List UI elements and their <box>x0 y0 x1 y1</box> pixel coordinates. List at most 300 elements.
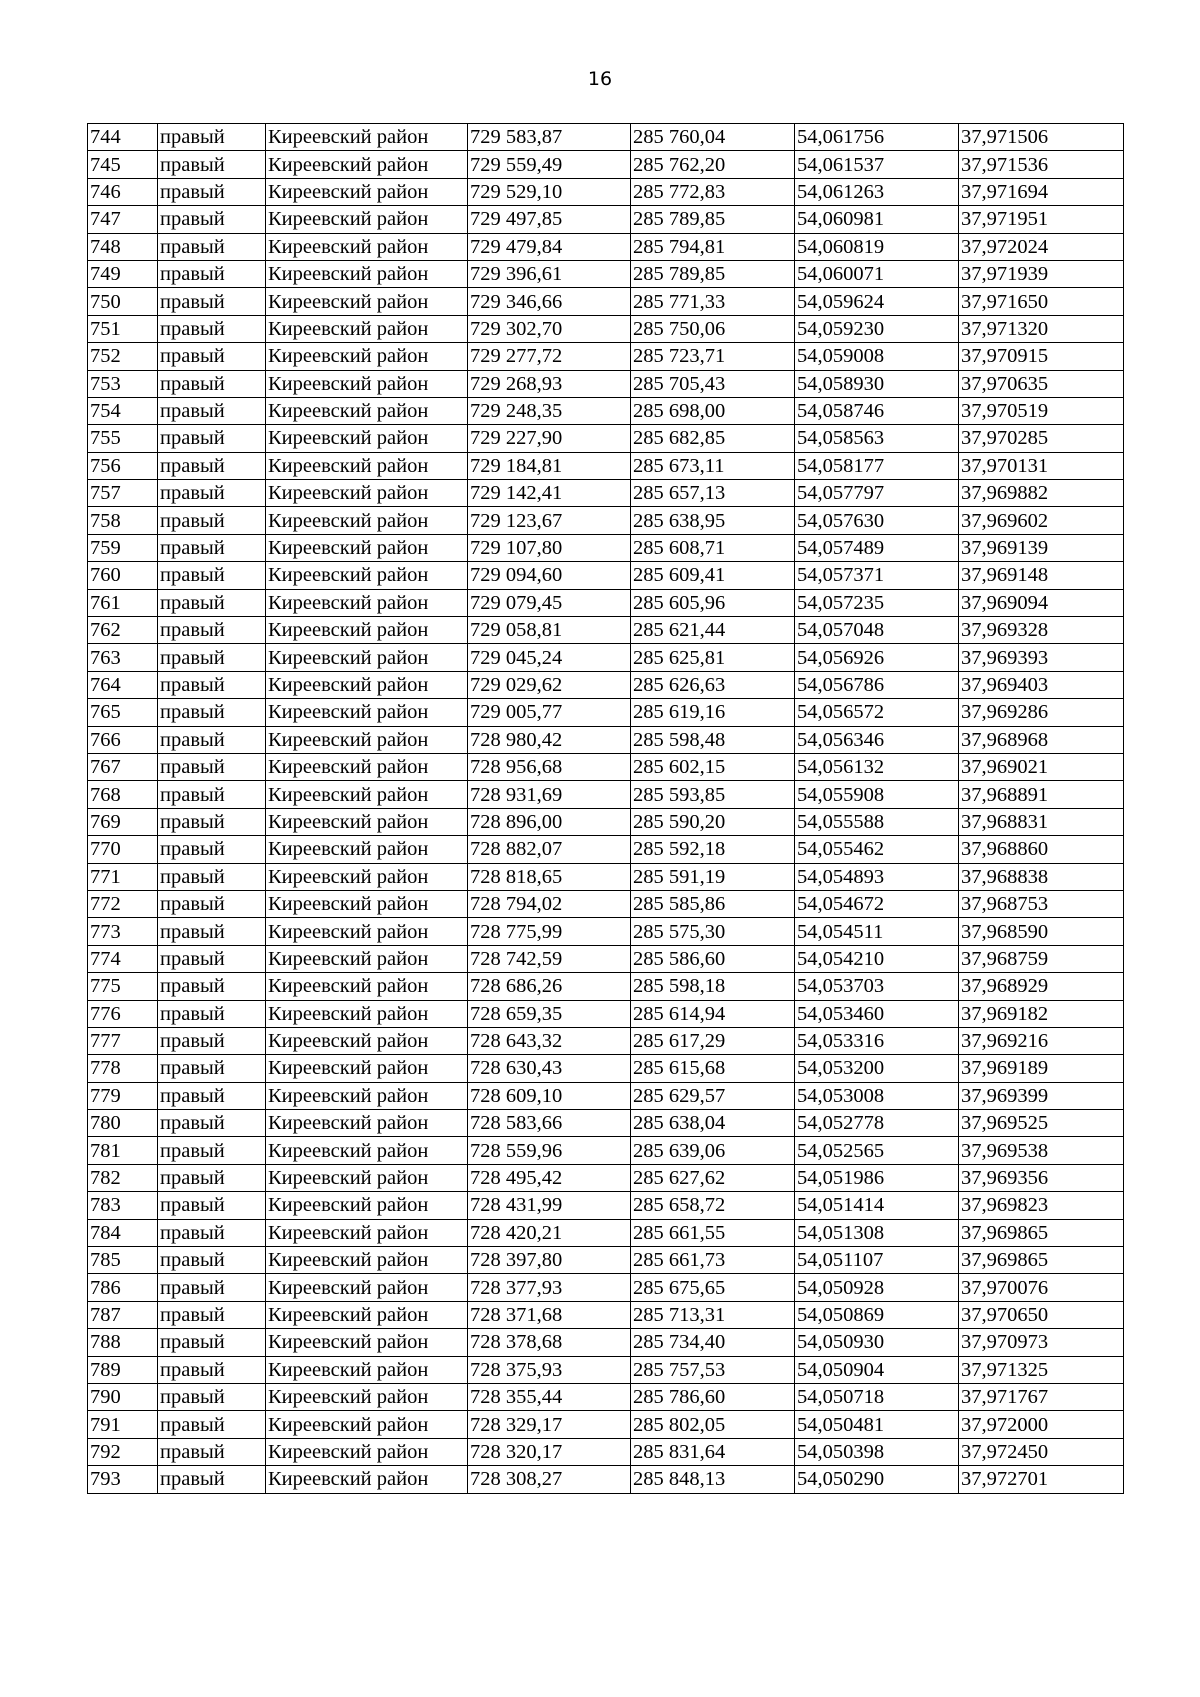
coord-x-cell: 728 686,26 <box>468 973 631 1000</box>
coord-y-cell: 285 661,73 <box>631 1247 795 1274</box>
coord-x-cell: 728 378,68 <box>468 1329 631 1356</box>
district-cell: Киреевский район <box>266 836 468 863</box>
longitude-cell: 37,970650 <box>959 1301 1124 1328</box>
district-cell: Киреевский район <box>266 507 468 534</box>
coord-y-cell: 285 605,96 <box>631 589 795 616</box>
coord-x-cell: 728 583,66 <box>468 1110 631 1137</box>
table-row <box>88 1247 1124 1274</box>
district-cell: Киреевский район <box>266 753 468 780</box>
table-row <box>88 315 1124 342</box>
table-row <box>88 1383 1124 1410</box>
district-cell: Киреевский район <box>266 1192 468 1219</box>
coord-y-cell: 285 831,64 <box>631 1438 795 1465</box>
table-row <box>88 1082 1124 1109</box>
longitude-cell: 37,969602 <box>959 507 1124 534</box>
longitude-cell: 37,969393 <box>959 644 1124 671</box>
point-number-cell: 777 <box>88 1027 158 1054</box>
bank-side-cell: правый <box>158 480 266 507</box>
district-cell: Киреевский район <box>266 918 468 945</box>
coord-y-cell: 285 619,16 <box>631 699 795 726</box>
point-number-cell: 780 <box>88 1110 158 1137</box>
bank-side-cell: правый <box>158 1383 266 1410</box>
district-cell: Киреевский район <box>266 1219 468 1246</box>
district-cell: Киреевский район <box>266 315 468 342</box>
coord-x-cell: 729 029,62 <box>468 671 631 698</box>
bank-side-cell: правый <box>158 206 266 233</box>
point-number-cell: 771 <box>88 863 158 890</box>
bank-side-cell: правый <box>158 699 266 726</box>
point-number-cell: 769 <box>88 808 158 835</box>
latitude-cell: 54,051414 <box>795 1192 959 1219</box>
district-cell: Киреевский район <box>266 1383 468 1410</box>
longitude-cell: 37,971536 <box>959 151 1124 178</box>
longitude-cell: 37,969182 <box>959 1000 1124 1027</box>
coord-x-cell: 729 005,77 <box>468 699 631 726</box>
table-row <box>88 507 1124 534</box>
coord-x-cell: 728 495,42 <box>468 1164 631 1191</box>
coord-x-cell: 728 794,02 <box>468 890 631 917</box>
latitude-cell: 54,060071 <box>795 260 959 287</box>
bank-side-cell: правый <box>158 863 266 890</box>
table-row <box>88 1301 1124 1328</box>
coord-x-cell: 728 320,17 <box>468 1438 631 1465</box>
bank-side-cell: правый <box>158 1438 266 1465</box>
table-row <box>88 1274 1124 1301</box>
district-cell: Киреевский район <box>266 644 468 671</box>
district-cell: Киреевский район <box>266 1411 468 1438</box>
district-cell: Киреевский район <box>266 233 468 260</box>
bank-side-cell: правый <box>158 1027 266 1054</box>
table-row <box>88 808 1124 835</box>
coord-x-cell: 729 479,84 <box>468 233 631 260</box>
district-cell: Киреевский район <box>266 1247 468 1274</box>
coord-y-cell: 285 802,05 <box>631 1411 795 1438</box>
point-number-cell: 787 <box>88 1301 158 1328</box>
coord-y-cell: 285 734,40 <box>631 1329 795 1356</box>
longitude-cell: 37,971320 <box>959 315 1124 342</box>
longitude-cell: 37,972000 <box>959 1411 1124 1438</box>
longitude-cell: 37,968838 <box>959 863 1124 890</box>
bank-side-cell: правый <box>158 1110 266 1137</box>
table-row <box>88 370 1124 397</box>
coord-x-cell: 728 329,17 <box>468 1411 631 1438</box>
district-cell: Киреевский район <box>266 973 468 1000</box>
point-number-cell: 772 <box>88 890 158 917</box>
table-row <box>88 480 1124 507</box>
point-number-cell: 773 <box>88 918 158 945</box>
district-cell: Киреевский район <box>266 260 468 287</box>
latitude-cell: 54,050718 <box>795 1383 959 1410</box>
longitude-cell: 37,968891 <box>959 781 1124 808</box>
latitude-cell: 54,060819 <box>795 233 959 260</box>
latitude-cell: 54,056926 <box>795 644 959 671</box>
point-number-cell: 792 <box>88 1438 158 1465</box>
coord-x-cell: 728 818,65 <box>468 863 631 890</box>
bank-side-cell: правый <box>158 890 266 917</box>
coord-x-cell: 729 058,81 <box>468 617 631 644</box>
table-row <box>88 973 1124 1000</box>
coord-x-cell: 728 377,93 <box>468 1274 631 1301</box>
district-cell: Киреевский район <box>266 343 468 370</box>
point-number-cell: 749 <box>88 260 158 287</box>
bank-side-cell: правый <box>158 973 266 1000</box>
latitude-cell: 54,053200 <box>795 1055 959 1082</box>
district-cell: Киреевский район <box>266 808 468 835</box>
bank-side-cell: правый <box>158 589 266 616</box>
latitude-cell: 54,051986 <box>795 1164 959 1191</box>
district-cell: Киреевский район <box>266 425 468 452</box>
coord-x-cell: 729 184,81 <box>468 452 631 479</box>
coord-x-cell: 729 268,93 <box>468 370 631 397</box>
point-number-cell: 785 <box>88 1247 158 1274</box>
coord-y-cell: 285 625,81 <box>631 644 795 671</box>
coord-x-cell: 729 559,49 <box>468 151 631 178</box>
table-row <box>88 1438 1124 1465</box>
coord-y-cell: 285 673,11 <box>631 452 795 479</box>
bank-side-cell: правый <box>158 1329 266 1356</box>
point-number-cell: 786 <box>88 1274 158 1301</box>
coord-y-cell: 285 757,53 <box>631 1356 795 1383</box>
longitude-cell: 37,969882 <box>959 480 1124 507</box>
coord-x-cell: 729 396,61 <box>468 260 631 287</box>
latitude-cell: 54,058930 <box>795 370 959 397</box>
coord-y-cell: 285 772,83 <box>631 178 795 205</box>
bank-side-cell: правый <box>158 343 266 370</box>
district-cell: Киреевский район <box>266 1301 468 1328</box>
longitude-cell: 37,970076 <box>959 1274 1124 1301</box>
coord-x-cell: 729 107,80 <box>468 534 631 561</box>
bank-side-cell: правый <box>158 836 266 863</box>
longitude-cell: 37,972024 <box>959 233 1124 260</box>
coord-y-cell: 285 638,04 <box>631 1110 795 1137</box>
bank-side-cell: правый <box>158 1219 266 1246</box>
coord-y-cell: 285 598,18 <box>631 973 795 1000</box>
bank-side-cell: правый <box>158 1301 266 1328</box>
latitude-cell: 54,061263 <box>795 178 959 205</box>
point-number-cell: 761 <box>88 589 158 616</box>
longitude-cell: 37,969286 <box>959 699 1124 726</box>
point-number-cell: 770 <box>88 836 158 863</box>
table-row <box>88 1466 1124 1493</box>
table-row <box>88 1219 1124 1246</box>
coord-x-cell: 728 882,07 <box>468 836 631 863</box>
table-row <box>88 617 1124 644</box>
longitude-cell: 37,970635 <box>959 370 1124 397</box>
point-number-cell: 765 <box>88 699 158 726</box>
table-row <box>88 836 1124 863</box>
latitude-cell: 54,056346 <box>795 726 959 753</box>
table-row <box>88 178 1124 205</box>
longitude-cell: 37,971325 <box>959 1356 1124 1383</box>
bank-side-cell: правый <box>158 151 266 178</box>
district-cell: Киреевский район <box>266 1082 468 1109</box>
bank-side-cell: правый <box>158 288 266 315</box>
longitude-cell: 37,969189 <box>959 1055 1124 1082</box>
longitude-cell: 37,969525 <box>959 1110 1124 1137</box>
district-cell: Киреевский район <box>266 480 468 507</box>
coord-x-cell: 729 277,72 <box>468 343 631 370</box>
coord-y-cell: 285 627,62 <box>631 1164 795 1191</box>
latitude-cell: 54,059230 <box>795 315 959 342</box>
coord-y-cell: 285 698,00 <box>631 397 795 424</box>
coord-x-cell: 728 956,68 <box>468 753 631 780</box>
point-number-cell: 744 <box>88 124 158 151</box>
latitude-cell: 54,054893 <box>795 863 959 890</box>
latitude-cell: 54,061756 <box>795 124 959 151</box>
longitude-cell: 37,969399 <box>959 1082 1124 1109</box>
longitude-cell: 37,971506 <box>959 124 1124 151</box>
point-number-cell: 746 <box>88 178 158 205</box>
bank-side-cell: правый <box>158 370 266 397</box>
coord-x-cell: 728 931,69 <box>468 781 631 808</box>
latitude-cell: 54,059008 <box>795 343 959 370</box>
district-cell: Киреевский район <box>266 589 468 616</box>
coord-x-cell: 729 094,60 <box>468 562 631 589</box>
coord-x-cell: 728 775,99 <box>468 918 631 945</box>
coord-y-cell: 285 598,48 <box>631 726 795 753</box>
latitude-cell: 54,054511 <box>795 918 959 945</box>
coord-y-cell: 285 713,31 <box>631 1301 795 1328</box>
longitude-cell: 37,972450 <box>959 1438 1124 1465</box>
coord-y-cell: 285 658,72 <box>631 1192 795 1219</box>
table-row <box>88 671 1124 698</box>
bank-side-cell: правый <box>158 918 266 945</box>
coord-y-cell: 285 639,06 <box>631 1137 795 1164</box>
longitude-cell: 37,969094 <box>959 589 1124 616</box>
coord-x-cell: 729 142,41 <box>468 480 631 507</box>
district-cell: Киреевский район <box>266 288 468 315</box>
table-row <box>88 918 1124 945</box>
longitude-cell: 37,968753 <box>959 890 1124 917</box>
coord-y-cell: 285 593,85 <box>631 781 795 808</box>
point-number-cell: 767 <box>88 753 158 780</box>
point-number-cell: 779 <box>88 1082 158 1109</box>
district-cell: Киреевский район <box>266 1000 468 1027</box>
bank-side-cell: правый <box>158 808 266 835</box>
coord-x-cell: 728 980,42 <box>468 726 631 753</box>
latitude-cell: 54,053316 <box>795 1027 959 1054</box>
coord-x-cell: 729 123,67 <box>468 507 631 534</box>
longitude-cell: 37,971951 <box>959 206 1124 233</box>
coord-y-cell: 285 638,95 <box>631 507 795 534</box>
coord-y-cell: 285 723,71 <box>631 343 795 370</box>
coord-y-cell: 285 585,86 <box>631 890 795 917</box>
table-row <box>88 1027 1124 1054</box>
table-row <box>88 1164 1124 1191</box>
point-number-cell: 753 <box>88 370 158 397</box>
latitude-cell: 54,058746 <box>795 397 959 424</box>
longitude-cell: 37,968759 <box>959 945 1124 972</box>
coord-y-cell: 285 771,33 <box>631 288 795 315</box>
latitude-cell: 54,056786 <box>795 671 959 698</box>
coord-x-cell: 729 529,10 <box>468 178 631 205</box>
longitude-cell: 37,970519 <box>959 397 1124 424</box>
table-row <box>88 151 1124 178</box>
latitude-cell: 54,053008 <box>795 1082 959 1109</box>
coord-y-cell: 285 657,13 <box>631 480 795 507</box>
district-cell: Киреевский район <box>266 452 468 479</box>
district-cell: Киреевский район <box>266 370 468 397</box>
table-row <box>88 863 1124 890</box>
point-number-cell: 755 <box>88 425 158 452</box>
bank-side-cell: правый <box>158 945 266 972</box>
longitude-cell: 37,969403 <box>959 671 1124 698</box>
longitude-cell: 37,969356 <box>959 1164 1124 1191</box>
bank-side-cell: правый <box>158 1466 266 1493</box>
bank-side-cell: правый <box>158 233 266 260</box>
longitude-cell: 37,969021 <box>959 753 1124 780</box>
latitude-cell: 54,055462 <box>795 836 959 863</box>
longitude-cell: 37,970915 <box>959 343 1124 370</box>
bank-side-cell: правый <box>158 534 266 561</box>
point-number-cell: 751 <box>88 315 158 342</box>
point-number-cell: 759 <box>88 534 158 561</box>
coord-x-cell: 729 079,45 <box>468 589 631 616</box>
latitude-cell: 54,056572 <box>795 699 959 726</box>
district-cell: Киреевский район <box>266 206 468 233</box>
latitude-cell: 54,053703 <box>795 973 959 1000</box>
table-row <box>88 343 1124 370</box>
coord-x-cell: 728 609,10 <box>468 1082 631 1109</box>
table-row <box>88 781 1124 808</box>
district-cell: Киреевский район <box>266 1438 468 1465</box>
coord-y-cell: 285 575,30 <box>631 918 795 945</box>
district-cell: Киреевский район <box>266 534 468 561</box>
longitude-cell: 37,971767 <box>959 1383 1124 1410</box>
table-row <box>88 1055 1124 1082</box>
coord-x-cell: 728 896,00 <box>468 808 631 835</box>
latitude-cell: 54,051107 <box>795 1247 959 1274</box>
coord-y-cell: 285 848,13 <box>631 1466 795 1493</box>
district-cell: Киреевский район <box>266 617 468 644</box>
longitude-cell: 37,969328 <box>959 617 1124 644</box>
coord-x-cell: 728 431,99 <box>468 1192 631 1219</box>
point-number-cell: 790 <box>88 1383 158 1410</box>
longitude-cell: 37,969865 <box>959 1247 1124 1274</box>
bank-side-cell: правый <box>158 1411 266 1438</box>
bank-side-cell: правый <box>158 397 266 424</box>
longitude-cell: 37,970285 <box>959 425 1124 452</box>
latitude-cell: 54,057048 <box>795 617 959 644</box>
point-number-cell: 748 <box>88 233 158 260</box>
bank-side-cell: правый <box>158 260 266 287</box>
table-row <box>88 726 1124 753</box>
longitude-cell: 37,969148 <box>959 562 1124 589</box>
coord-y-cell: 285 614,94 <box>631 1000 795 1027</box>
point-number-cell: 760 <box>88 562 158 589</box>
table-row <box>88 1110 1124 1137</box>
coord-y-cell: 285 586,60 <box>631 945 795 972</box>
table-row <box>88 206 1124 233</box>
latitude-cell: 54,058563 <box>795 425 959 452</box>
table-row <box>88 288 1124 315</box>
table-row <box>88 1192 1124 1219</box>
district-cell: Киреевский район <box>266 1137 468 1164</box>
table-row <box>88 753 1124 780</box>
longitude-cell: 37,970131 <box>959 452 1124 479</box>
coord-y-cell: 285 760,04 <box>631 124 795 151</box>
district-cell: Киреевский район <box>266 1329 468 1356</box>
longitude-cell: 37,969538 <box>959 1137 1124 1164</box>
coord-x-cell: 728 742,59 <box>468 945 631 972</box>
point-number-cell: 756 <box>88 452 158 479</box>
coord-y-cell: 285 609,41 <box>631 562 795 589</box>
district-cell: Киреевский район <box>266 1164 468 1191</box>
district-cell: Киреевский район <box>266 890 468 917</box>
latitude-cell: 54,052778 <box>795 1110 959 1137</box>
point-number-cell: 763 <box>88 644 158 671</box>
point-number-cell: 784 <box>88 1219 158 1246</box>
coord-x-cell: 728 308,27 <box>468 1466 631 1493</box>
coord-y-cell: 285 682,85 <box>631 425 795 452</box>
table-row <box>88 260 1124 287</box>
longitude-cell: 37,971939 <box>959 260 1124 287</box>
longitude-cell: 37,969216 <box>959 1027 1124 1054</box>
coord-y-cell: 285 762,20 <box>631 151 795 178</box>
latitude-cell: 54,061537 <box>795 151 959 178</box>
district-cell: Киреевский район <box>266 726 468 753</box>
district-cell: Киреевский район <box>266 699 468 726</box>
coord-y-cell: 285 608,71 <box>631 534 795 561</box>
table-row <box>88 452 1124 479</box>
coord-x-cell: 729 248,35 <box>468 397 631 424</box>
point-number-cell: 745 <box>88 151 158 178</box>
longitude-cell: 37,970973 <box>959 1329 1124 1356</box>
coord-x-cell: 729 045,24 <box>468 644 631 671</box>
district-cell: Киреевский район <box>266 671 468 698</box>
latitude-cell: 54,050290 <box>795 1466 959 1493</box>
point-number-cell: 776 <box>88 1000 158 1027</box>
district-cell: Киреевский район <box>266 178 468 205</box>
coord-y-cell: 285 621,44 <box>631 617 795 644</box>
point-number-cell: 791 <box>88 1411 158 1438</box>
point-number-cell: 775 <box>88 973 158 1000</box>
longitude-cell: 37,968590 <box>959 918 1124 945</box>
longitude-cell: 37,968929 <box>959 973 1124 1000</box>
table-row <box>88 1356 1124 1383</box>
point-number-cell: 783 <box>88 1192 158 1219</box>
latitude-cell: 54,057235 <box>795 589 959 616</box>
bank-side-cell: правый <box>158 1247 266 1274</box>
coord-x-cell: 728 397,80 <box>468 1247 631 1274</box>
coord-y-cell: 285 786,60 <box>631 1383 795 1410</box>
district-cell: Киреевский район <box>266 562 468 589</box>
latitude-cell: 54,054210 <box>795 945 959 972</box>
coord-y-cell: 285 794,81 <box>631 233 795 260</box>
latitude-cell: 54,057797 <box>795 480 959 507</box>
district-cell: Киреевский район <box>266 1274 468 1301</box>
longitude-cell: 37,968860 <box>959 836 1124 863</box>
coord-y-cell: 285 591,19 <box>631 863 795 890</box>
latitude-cell: 54,060981 <box>795 206 959 233</box>
point-number-cell: 754 <box>88 397 158 424</box>
latitude-cell: 54,051308 <box>795 1219 959 1246</box>
latitude-cell: 54,052565 <box>795 1137 959 1164</box>
latitude-cell: 54,050398 <box>795 1438 959 1465</box>
coord-x-cell: 729 302,70 <box>468 315 631 342</box>
bank-side-cell: правый <box>158 1000 266 1027</box>
latitude-cell: 54,050904 <box>795 1356 959 1383</box>
table-row <box>88 534 1124 561</box>
bank-side-cell: правый <box>158 1082 266 1109</box>
table-row <box>88 233 1124 260</box>
table-row <box>88 699 1124 726</box>
bank-side-cell: правый <box>158 507 266 534</box>
point-number-cell: 793 <box>88 1466 158 1493</box>
point-number-cell: 782 <box>88 1164 158 1191</box>
latitude-cell: 54,058177 <box>795 452 959 479</box>
point-number-cell: 752 <box>88 343 158 370</box>
